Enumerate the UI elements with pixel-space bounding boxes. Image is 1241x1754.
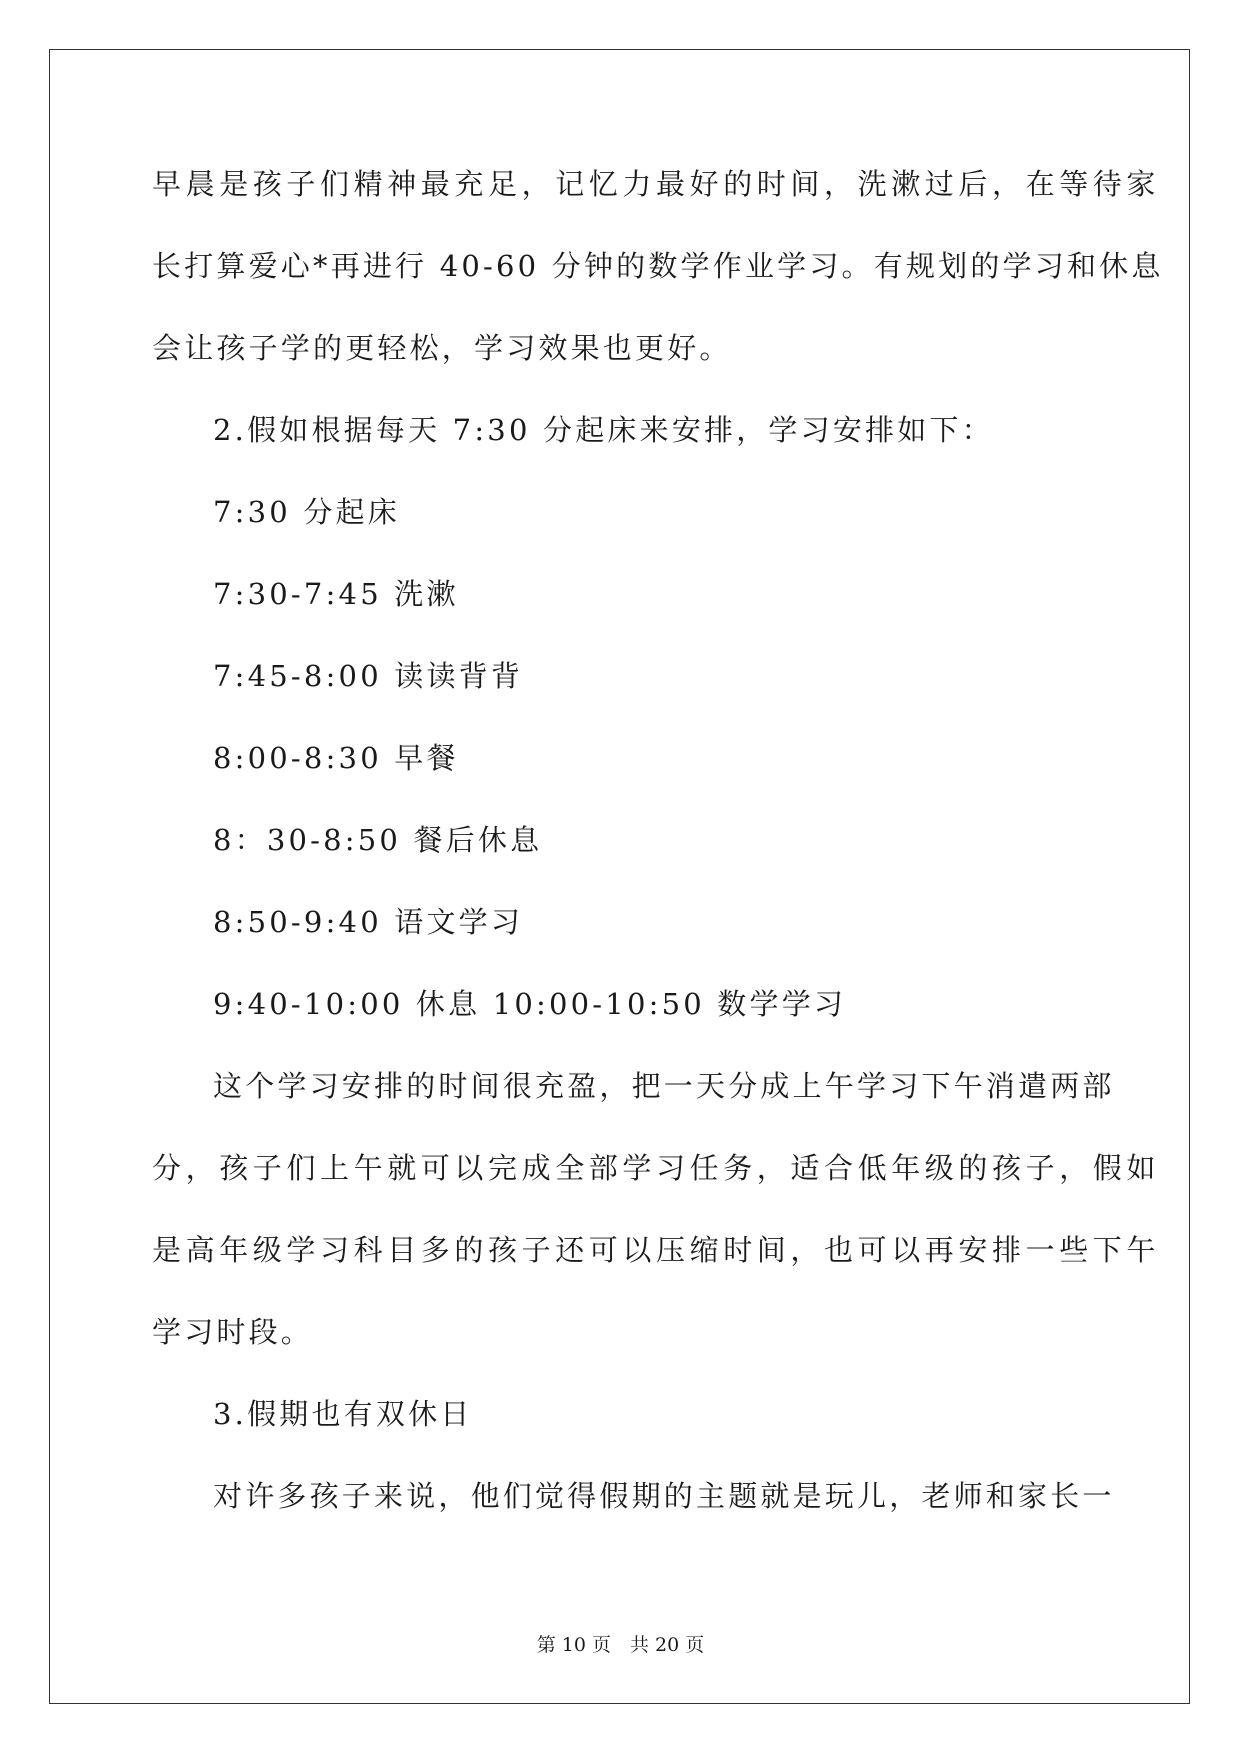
paragraph-line: 会让孩子学的更轻松，学习效果也更好。 <box>152 331 732 365</box>
document-body <box>152 160 1164 1554</box>
page-footer <box>0 1630 1241 1657</box>
paragraph-line: 长打算爱心*再进行 40-60 分钟的数学作业学习。有规划的学习和休息 <box>152 249 1164 283</box>
paragraph-line: 是高年级学习科目多的孩子还可以压缩时间，也可以再安排一些下午 <box>152 1233 1161 1267</box>
page-number: 第 10 页 共 20 页 <box>536 1634 705 1656</box>
schedule-item: 7:30-7:45 洗漱 <box>213 577 459 611</box>
paragraph-line: 对许多孩子来说，他们觉得假期的主题就是玩儿，老师和家长一 <box>213 1479 1115 1513</box>
paragraph-line: 这个学习安排的时间很充盈，把一天分成上午学习下午消遣两部 <box>213 1069 1115 1103</box>
paragraph-line: 早晨是孩子们精神最充足，记忆力最好的时间，洗漱过后，在等待家 <box>152 167 1161 201</box>
schedule-item: 8:00-8:30 早餐 <box>213 741 459 775</box>
schedule-item: 9:40-10:00 休息 10:00-10:50 数学学习 <box>213 987 847 1021</box>
paragraph-line: 分，孩子们上午就可以完成全部学习任务，适合低年级的孩子，假如 <box>152 1151 1161 1185</box>
schedule-item: 7:30 分起床 <box>213 495 400 529</box>
schedule-item: 8:50-9:40 语文学习 <box>213 905 524 939</box>
paragraph-line: 2.假如根据每天 7:30 分起床来安排，学习安排如下： <box>213 413 994 447</box>
schedule-item: 7:45-8:00 读读背背 <box>213 659 524 693</box>
section-heading: 3.假期也有双休日 <box>213 1397 473 1431</box>
paragraph-line: 学习时段。 <box>152 1315 314 1349</box>
schedule-item: 8：30-8:50 餐后休息 <box>213 823 543 857</box>
